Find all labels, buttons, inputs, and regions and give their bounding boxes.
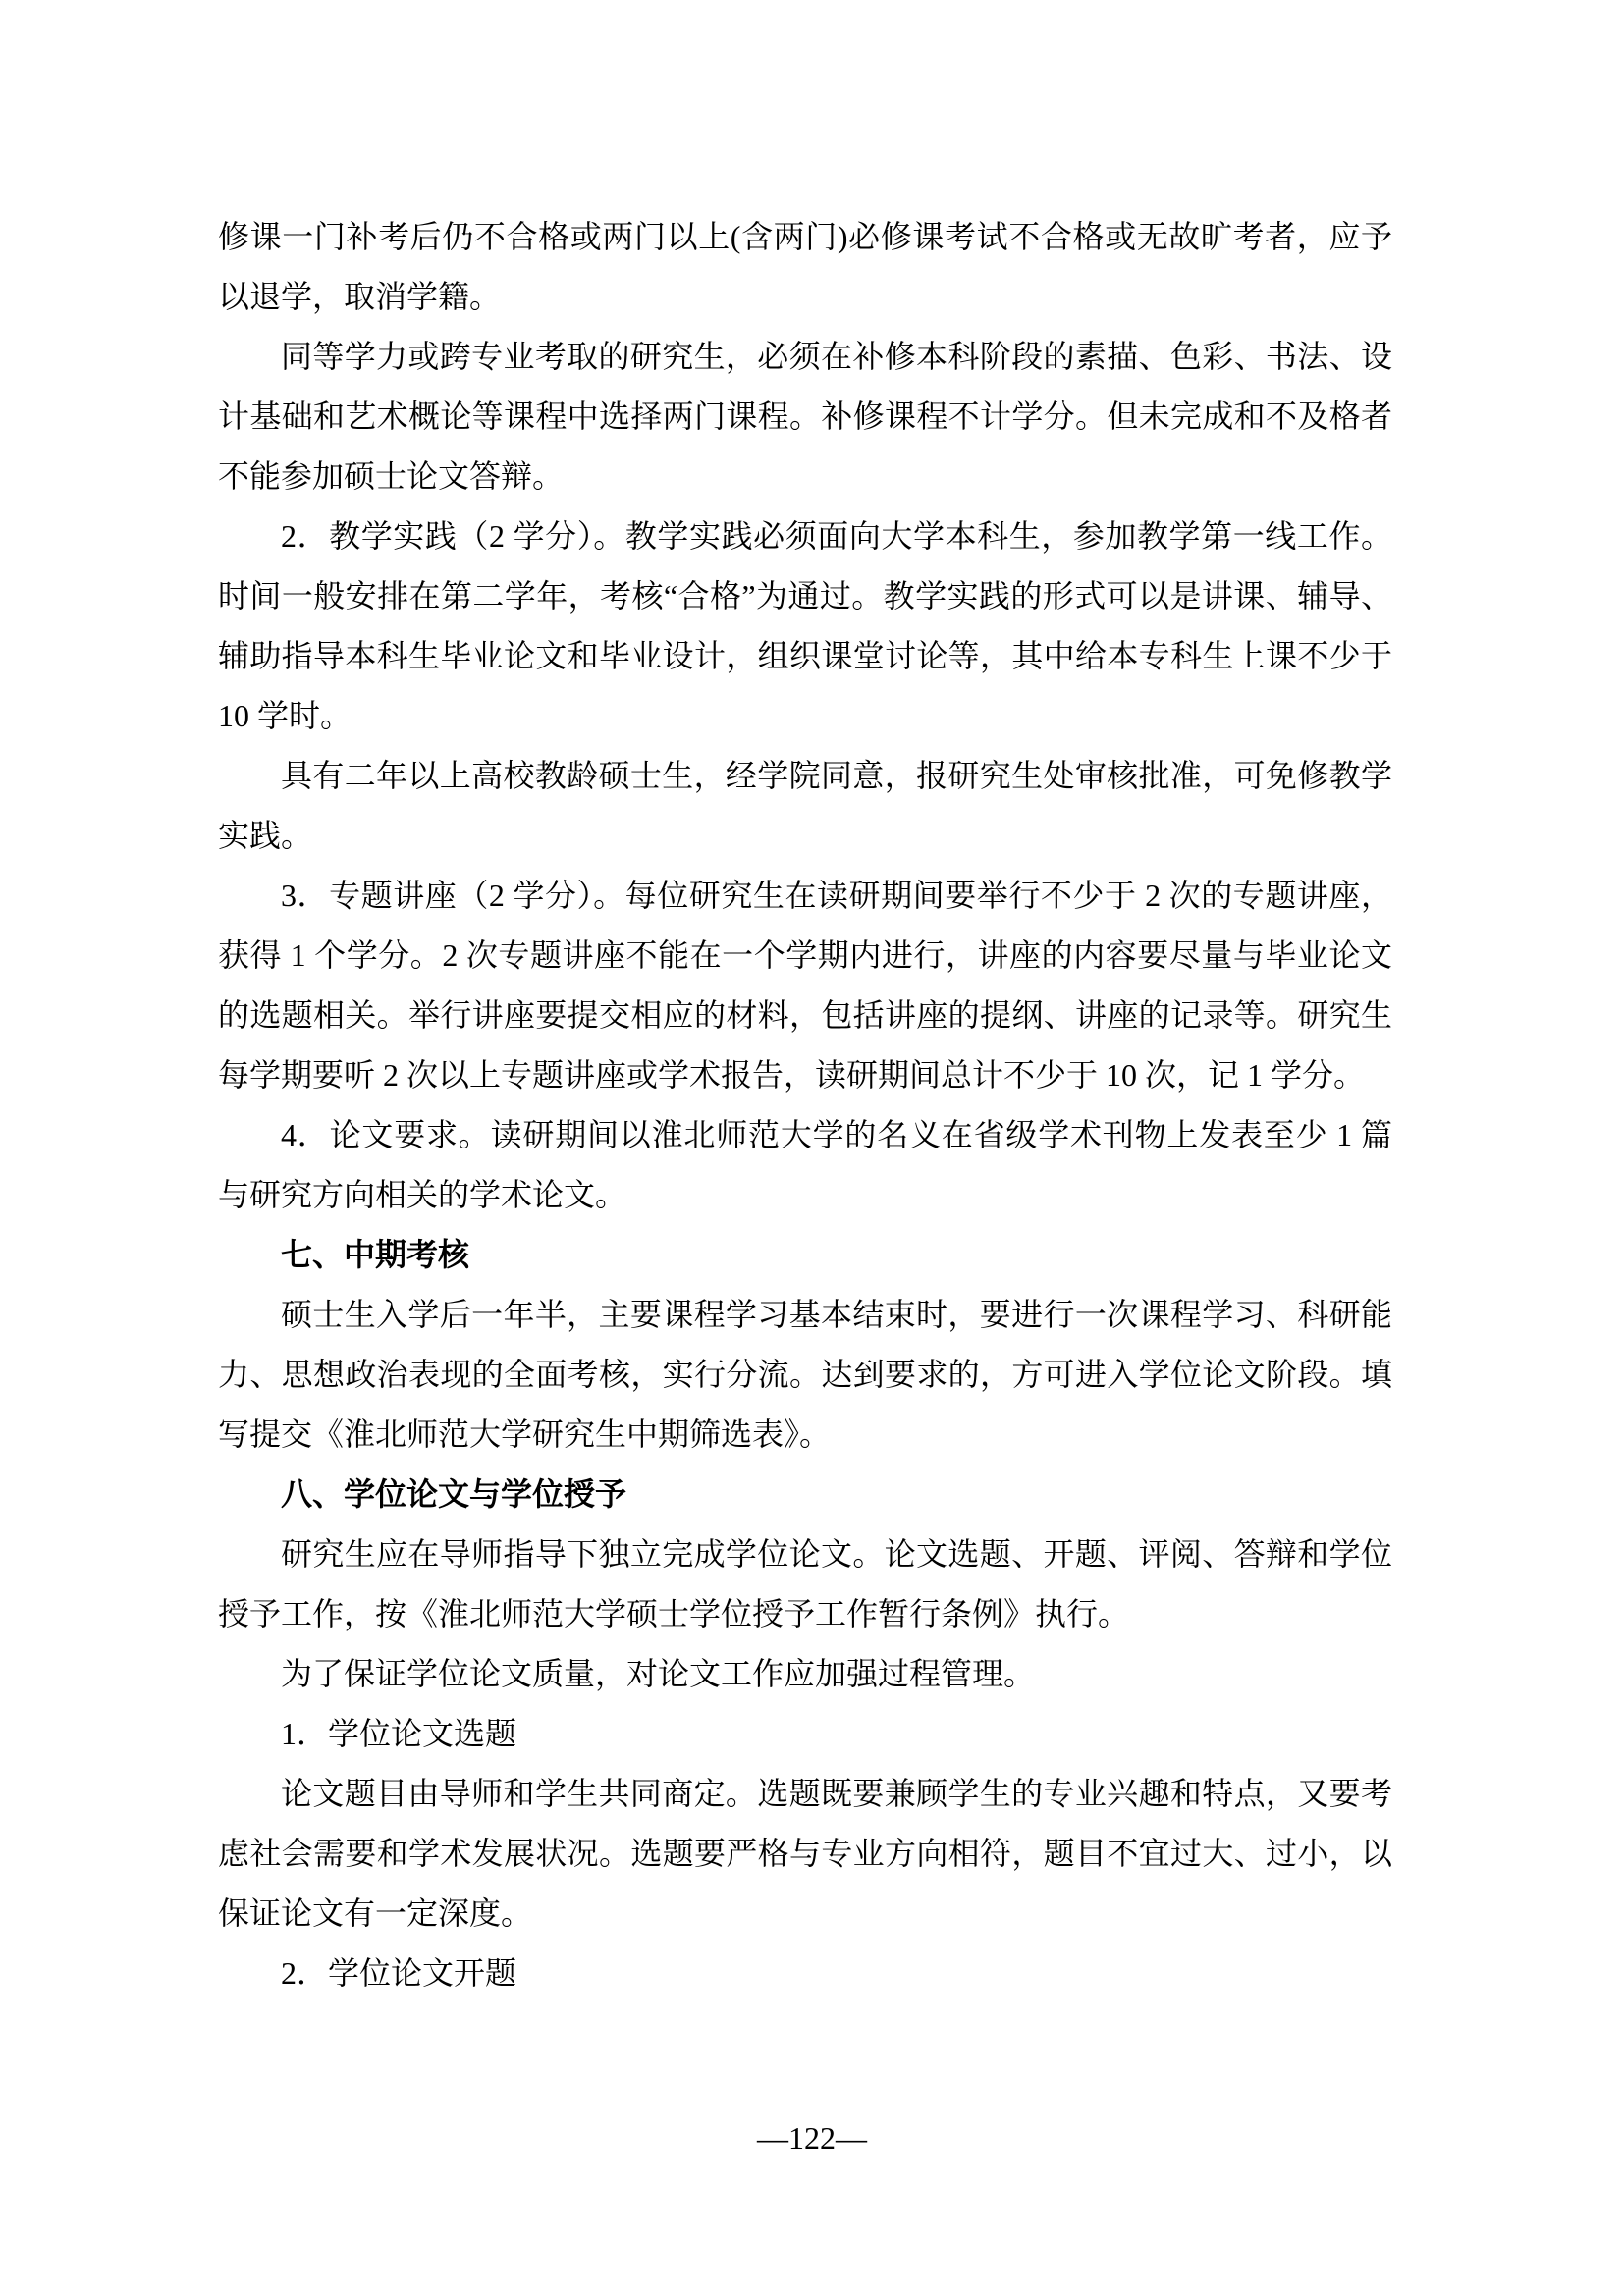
list-item-2-thesis-proposal: 2．学位论文开题 <box>281 1955 517 1991</box>
paragraph: 具有二年以上高校教龄硕士生，经学院同意，报研究生处审核批准，可免修教学实践。 <box>218 758 1392 853</box>
list-item-4-paper-requirement: 4．论文要求。读研期间以淮北师范大学的名义在省级学术刊物上发表至少 1 篇与研究方向相关的学术论文。 <box>218 1117 1392 1212</box>
list-item-3-lecture-series: 3．专题讲座（2 学分）。每位研究生在读研期间要举行不少于 2 次的专题讲座，获得 1 个学分。2 次专题讲座不能在一个学期内进行，讲座的内容要尽量与毕业论文的选题相关。举行讲座要提交相应的材料，包括讲座的提纲、讲座的记录等。研究生每学期要听 2 次以上专题讲座或学术报告，读研期间总计不少于 10 次，记 1 学分。 <box>218 878 1392 1093</box>
paragraph-continuation: 修课一门补考后仍不合格或两门以上(含两门)必修课考试不合格或无故旷考者，应予以退学，取消学籍。 <box>218 219 1392 314</box>
list-item-1-thesis-topic: 1．学位论文选题 <box>281 1716 517 1751</box>
paragraph: 为了保证学位论文质量，对论文工作应加强过程管理。 <box>281 1656 1036 1691</box>
paragraph: 研究生应在导师指导下独立完成学位论文。论文选题、开题、评阅、答辩和学位授予工作，按《淮北师范大学硕士学位授予工作暂行条例》执行。 <box>218 1536 1392 1631</box>
section-heading-midterm-assessment: 七、中期考核 <box>281 1237 470 1272</box>
document-body <box>218 207 1392 2003</box>
section-heading-degree-thesis: 八、学位论文与学位授予 <box>281 1476 627 1512</box>
paragraph: 硕士生入学后一年半，主要课程学习基本结束时，要进行一次课程学习、科研能力、思想政治表现的全面考核，实行分流。达到要求的，方可进入学位论文阶段。填写提交《淮北师范大学研究生中期筛选表》。 <box>218 1297 1392 1452</box>
paragraph: 论文题目由导师和学生共同商定。选题既要兼顾学生的专业兴趣和特点，又要考虑社会需要和学术发展状况。选题要严格与专业方向相符，题目不宜过大、过小，以保证论文有一定深度。 <box>218 1776 1392 1931</box>
paragraph: 同等学力或跨专业考取的研究生，必须在补修本科阶段的素描、色彩、书法、设计基础和艺术概论等课程中选择两门课程。补修课程不计学分。但未完成和不及格者不能参加硕士论文答辩。 <box>218 339 1392 494</box>
list-item-2-teaching-practice: 2．教学实践（2 学分）。教学实践必须面向大学本科生，参加教学第一线工作。时间一般安排在第二学年，考核“合格”为通过。教学实践的形式可以是讲课、辅导、辅助指导本科生毕业论文和毕业设计，组织课堂讨论等，其中给本专科生上课不少于 10 学时。 <box>218 518 1392 733</box>
page-number: —122— <box>757 2120 867 2156</box>
